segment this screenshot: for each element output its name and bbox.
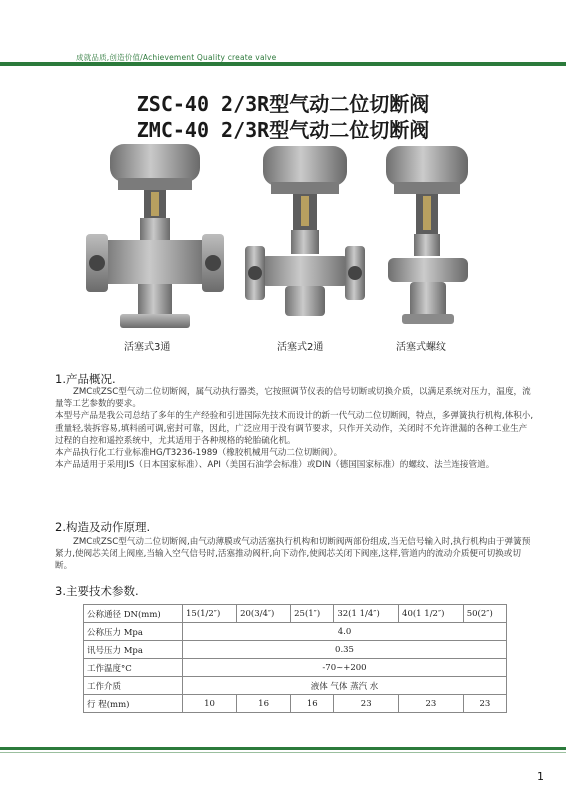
table-row <box>84 623 507 641</box>
table-cell: 15(1/2″) <box>183 605 237 623</box>
table-cell: 23 <box>399 695 464 713</box>
row-label: 公称通径 DN(mm) <box>84 605 183 623</box>
header-rule <box>0 62 566 66</box>
table-row <box>84 695 507 713</box>
section-2-body <box>55 536 535 573</box>
table-row <box>84 605 507 623</box>
section-2-paragraph-1: ZMC或ZSC型气动二位切断阀,由气动薄膜或气动活塞执行机构和切断阀两部份组成,当无信号输入时,执行机构由于弹簧预紧力,使阀芯关闭上阀座,当输入空气信号时,活塞推动阀杆,向下动作,使阀芯关闭下阀座,这样,管道内的流动介质便可切换或切断。 <box>55 537 531 572</box>
table-cell: 0.35 <box>183 641 507 659</box>
table-cell: 液体 气体 蒸汽 水 <box>183 677 507 695</box>
table-cell: 23 <box>463 695 506 713</box>
section-3-heading: 3.主要技术参数. <box>55 584 139 598</box>
caption-3way: 活塞式3通 <box>124 342 171 353</box>
table-row <box>84 659 507 677</box>
table-cell: 23 <box>334 695 399 713</box>
section-1-paragraph-1: ZMC或ZSC型气动二位切断阀，属气动执行器类，它按照调节仪表的信号切断或切换介质，以满足系统对压力，温度，流量等工艺参数的要求。 <box>55 387 531 410</box>
section-2-heading: 2.构造及动作原理. <box>55 520 151 534</box>
row-label: 工作介质 <box>84 677 183 695</box>
caption-threaded: 活塞式螺纹 <box>396 342 446 353</box>
table-cell: 20(3/4″) <box>237 605 291 623</box>
section-1-paragraph-4: 本产品适用于采用JIS（日本国家标准）、API（美国石油学会标准）或DIN（德国国家标准）的螺纹、法兰连接管道。 <box>55 460 495 471</box>
section-1-paragraph-2: 本型号产品是我公司总结了多年的生产经验和引进国际先技术而设计的新一代气动二位切断阀，特点，多弹簧执行机构,体积小,重量轻,装拆容易,填料函可调,密封可靠，因此，广泛应用于没有调节要求，只作开关动作，关闭时不允许泄漏的各种工业生产过程的自控和遥控系统中，尤其适用于各种规格的轮胎硫化机。 <box>55 411 534 446</box>
title-line-1: ZSC-40 2/3R型气动二位切断阀 <box>136 92 430 116</box>
valve-2way-image <box>245 146 365 336</box>
row-label: 讯号压力 Mpa <box>84 641 183 659</box>
header-slogan: 成就品质,创造价值/Achievement Quality create valve <box>76 53 277 62</box>
valve-threaded-image <box>380 146 480 336</box>
footer-rule <box>0 747 566 750</box>
footer-rule-thin <box>0 752 566 753</box>
row-label: 公称压力 Mpa <box>84 623 183 641</box>
table-cell: 50(2″) <box>463 605 506 623</box>
page-number: 1 <box>537 770 544 783</box>
spec-table <box>83 604 507 713</box>
row-label: 工作温度°C <box>84 659 183 677</box>
table-cell: 10 <box>183 695 237 713</box>
table-cell: 16 <box>291 695 334 713</box>
caption-2way: 活塞式2通 <box>277 342 324 353</box>
table-cell: 40(1 1/2″) <box>399 605 464 623</box>
table-row <box>84 641 507 659</box>
valve-3way-image <box>80 142 230 342</box>
title-line-2: ZMC-40 2/3R型气动二位切断阀 <box>136 118 430 142</box>
table-cell: 32(1 1/4″) <box>334 605 399 623</box>
table-cell: 4.0 <box>183 623 507 641</box>
section-1-heading: 1.产品概况. <box>55 372 116 386</box>
row-label: 行 程(mm) <box>84 695 183 713</box>
table-cell: 25(1″) <box>291 605 334 623</box>
table-row <box>84 677 507 695</box>
section-1-paragraph-3: 本产品执行化工行业标准HG/T3236-1989（橡胶机械用气动二位切断阀）。 <box>55 448 343 459</box>
table-cell: -70~+200 <box>183 659 507 677</box>
section-1-body <box>55 386 535 471</box>
product-photos <box>80 142 500 347</box>
table-cell: 16 <box>237 695 291 713</box>
